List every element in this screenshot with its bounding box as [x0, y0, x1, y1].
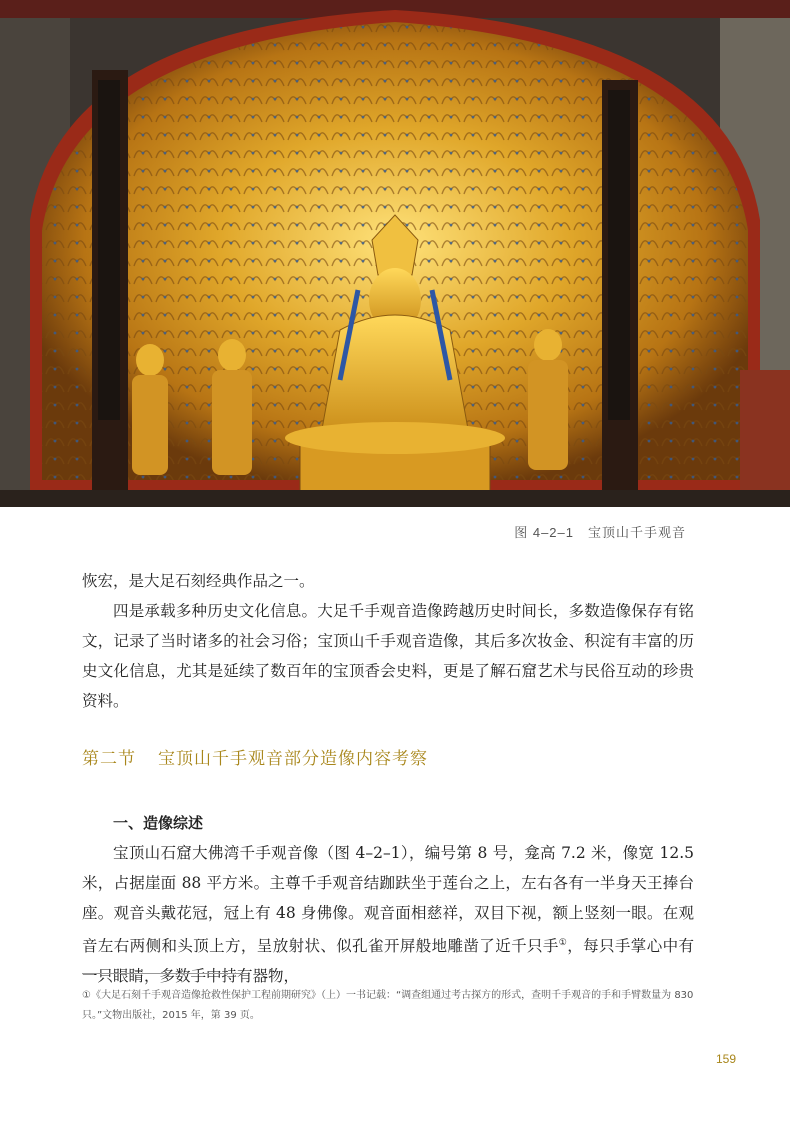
paragraph-four: 四是承载多种历史文化信息。大足千手观音造像跨越历史时间长，多数造像保存有铭文，记录了当时诸多的社会习俗；宝顶山千手观音造像，其后多次妆金、积淀有丰富的历史文化信息，尤其是延续了数百年的宝顶香会史料，更是了解石窟艺术与民俗互动的珍贵资料。 [82, 602, 694, 710]
footnote: ①《大足石刻千手观音造像抢救性保护工程前期研究》（上）一书记载：“调查组通过考古探方的形式，查明千手观音的手和手臂数量为 830 只。”文物出版社，2015 年，第 39 页。 [82, 990, 694, 1021]
footnote-divider [82, 973, 242, 974]
section-heading-text: 宝顶山千手观音部分造像内容考察 [158, 749, 428, 769]
paragraph-overview-tail: ，每只手掌心中有一只眼睛，多数手中持有器物， [82, 937, 694, 986]
page-number: 159 [716, 1052, 737, 1066]
section-heading [82, 744, 428, 769]
paragraph-overview [82, 838, 694, 991]
subsection-heading: 一、造像综述 [113, 814, 204, 832]
guanyin-illustration [0, 0, 790, 507]
section-number: 第二节 [82, 749, 136, 769]
paragraph-overview-text: 宝顶山石窟大佛湾千手观音像（图 4–2–1），编号第 8 号，龛高 7.2 米，像宽 12.5 米，占据崖面 88 平方米。主尊千手观音结跏趺坐于莲台之上，左右各有一半身天王捧台座。观音头戴花冠，冠上有 48 身佛像。观音面相慈祥，双目下视，额上竖刻一眼。在观音左右两侧和头顶上方，呈放射状、似孔雀开屏般地雕凿了近千只手 [82, 844, 694, 956]
figure-caption: 图 4–2–1 宝顶山千手观音 [514, 525, 686, 540]
paragraph-continuation: 恢宏，是大足石刻经典作品之一。 [82, 572, 315, 590]
figure-photo-thousand-hand-guanyin [0, 0, 790, 507]
footnote-reference[interactable]: ① [558, 938, 568, 948]
